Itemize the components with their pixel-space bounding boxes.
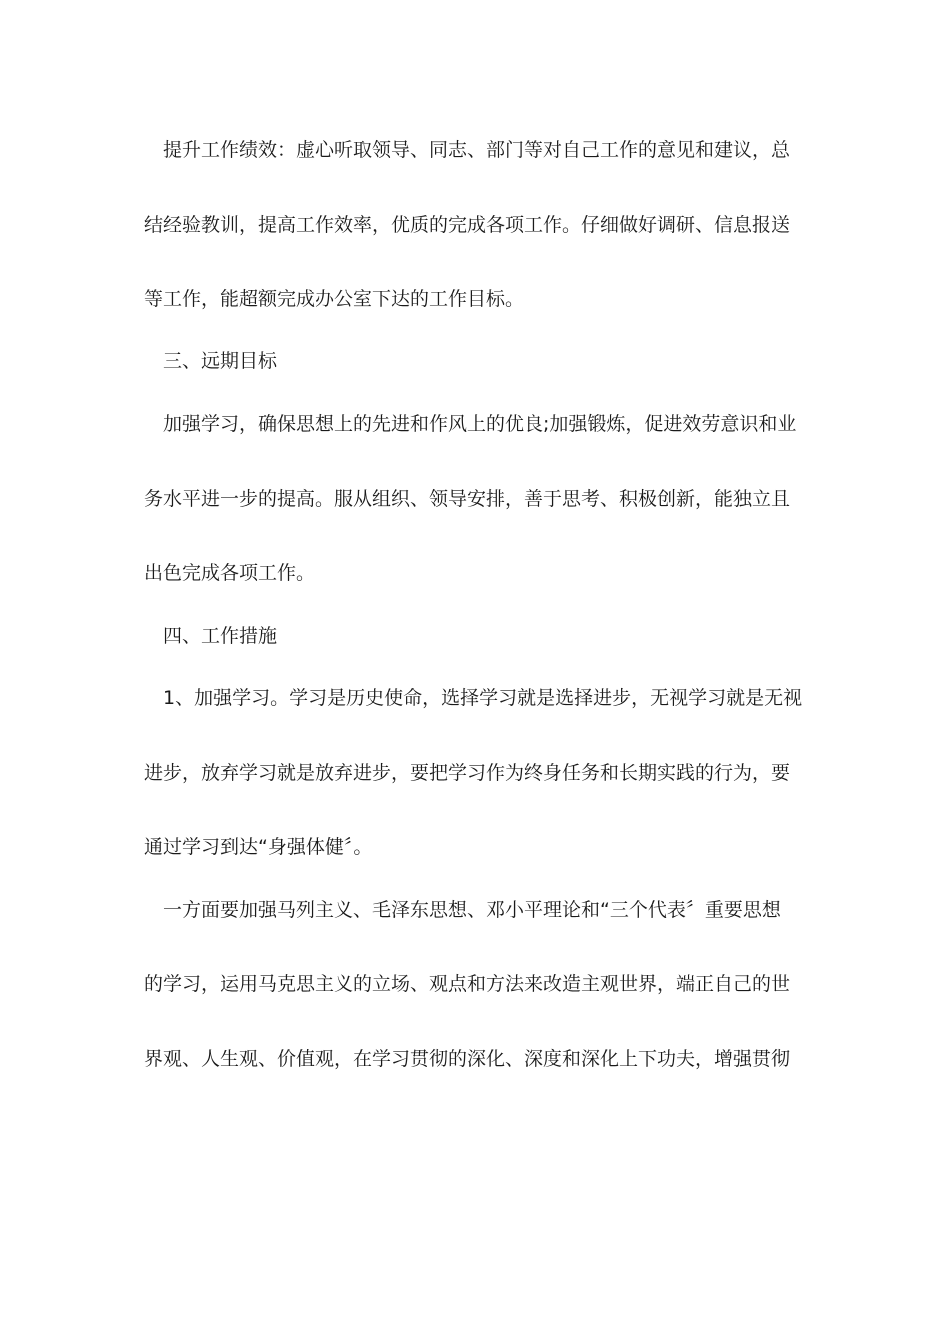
paragraph-line: 提升工作绩效：虚心听取领导、同志、部门等对自己工作的意见和建议，总 [163,139,791,161]
paragraph-line: 进步，放弃学习就是放弃进步，要把学习作为终身任务和长期实践的行为，要 [144,762,791,784]
paragraph-line: 通过学习到达“身强体健〞。 [144,836,373,858]
paragraph-line: 的学习，运用马克思主义的立场、观点和方法来改造主观世界，端正自己的世 [144,973,791,995]
paragraph-line: 一方面要加强马列主义、毛泽东思想、邓小平理论和“三个代表〞重要思想 [163,899,781,921]
section-heading: 四、工作措施 [163,625,278,647]
section-heading: 三、远期目标 [163,350,278,372]
paragraph-line: 加强学习，确保思想上的先进和作风上的优良;加强锻炼，促进效劳意识和业 [163,413,797,435]
paragraph-line: 等工作，能超额完成办公室下达的工作目标。 [144,288,525,310]
paragraph-line: 1、加强学习。学习是历史使命，选择学习就是选择进步，无视学习就是无视 [163,687,803,709]
paragraph-line: 出色完成各项工作。 [144,562,316,584]
paragraph-line: 结经验教训，提高工作效率，优质的完成各项工作。仔细做好调研、信息报送 [144,214,791,236]
paragraph-line: 务水平进一步的提高。服从组织、领导安排，善于思考、积极创新，能独立且 [144,488,791,510]
paragraph-line: 界观、人生观、价值观，在学习贯彻的深化、深度和深化上下功夫，增强贯彻 [144,1048,791,1070]
